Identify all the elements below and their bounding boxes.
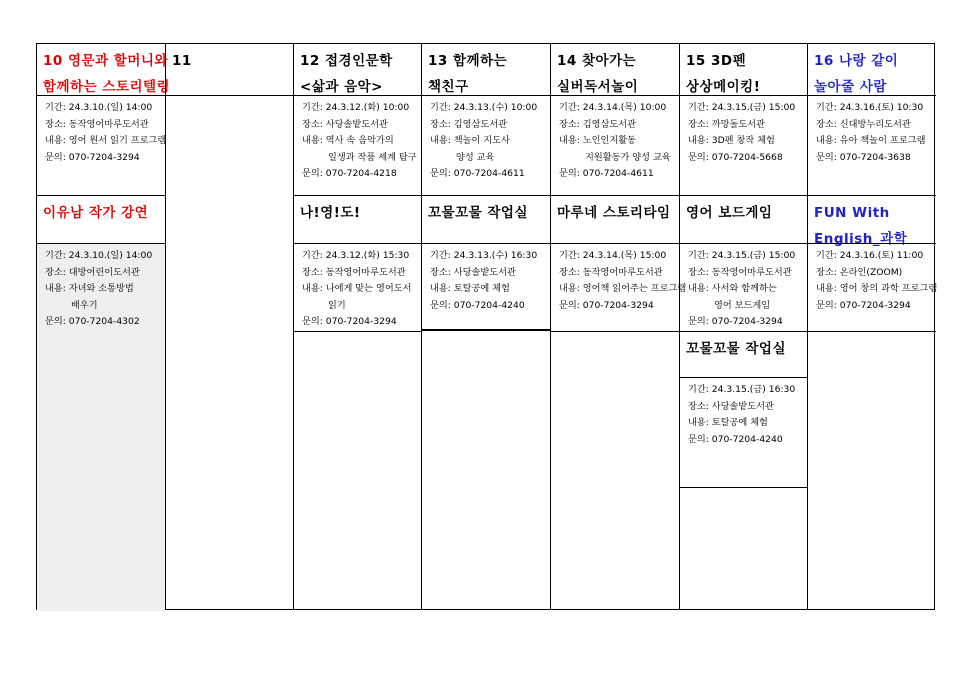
event-details xyxy=(551,244,687,332)
detail-line: 내용: 영어책 읽어주는 프로그램 xyxy=(559,283,687,294)
detail-line: 영어 보드게임 xyxy=(714,299,771,311)
row-divider xyxy=(422,330,550,331)
event-title-cell xyxy=(294,196,421,244)
event-title-cell xyxy=(422,44,550,96)
detail-line: 기간: 24.3.10.(일) 14:00 xyxy=(45,250,153,261)
detail-line: 장소: 까망돌도서관 xyxy=(688,118,766,130)
detail-line: 내용: 3D펜 창작 체험 xyxy=(688,135,775,146)
event-title: 13 함께하는 xyxy=(428,53,508,69)
event-title: FUN With xyxy=(814,205,890,221)
event-title: English_과학 xyxy=(814,231,908,247)
event-title-cell xyxy=(808,44,936,96)
event-title-cell xyxy=(680,332,807,378)
event-details xyxy=(551,96,679,196)
detail-line: 읽기 xyxy=(328,299,346,311)
event-title: 15 3D펜 xyxy=(686,53,747,69)
event-title-cell xyxy=(680,44,807,96)
event-details xyxy=(294,244,421,332)
detail-line: 문의: 070-7204-4218 xyxy=(302,168,397,179)
detail-line: 기간: 24.3.15.(금) 16:30 xyxy=(688,384,796,395)
event-details xyxy=(37,244,165,611)
detail-line: 장소: 김영삼도서관 xyxy=(559,118,637,130)
event-title-cell xyxy=(680,196,807,244)
event-title-cell xyxy=(166,44,293,96)
event-title: 12 접경인문학 xyxy=(300,53,393,69)
event-title: 꼬물꼬물 작업실 xyxy=(428,205,528,221)
detail-line: 내용: 자녀와 소통방법 xyxy=(45,283,134,294)
event-title: 책친구 xyxy=(428,79,469,95)
event-title: 놀아줄 사람 xyxy=(814,79,887,95)
event-title: 꼬물꼬물 작업실 xyxy=(686,341,786,357)
detail-line: 장소: 사당솔밭도서관 xyxy=(302,118,388,130)
detail-line: 장소: 사당솔밭도서관 xyxy=(430,266,516,278)
event-title-cell xyxy=(422,196,550,244)
event-title: 실버독서놀이 xyxy=(557,79,639,95)
detail-line: 문의: 070-7204-3294 xyxy=(688,316,783,327)
detail-line: 장소: 동작영어마루도서관 xyxy=(559,266,663,278)
event-title-cell xyxy=(37,44,171,96)
detail-line: 문의: 070-7204-4240 xyxy=(688,433,783,445)
event-title-cell xyxy=(808,196,936,247)
detail-line: 내용: 사서와 함께하는 xyxy=(688,283,777,294)
event-details xyxy=(294,96,421,196)
detail-line: 문의: 070-7204-4302 xyxy=(45,316,140,327)
detail-line: 장소: 김영삼도서관 xyxy=(430,118,508,130)
detail-line: 내용: 토탈공예 체험 xyxy=(688,417,768,428)
detail-line: 장소: 대방어린이도서관 xyxy=(45,266,140,278)
detail-line: 장소: 동작영어마루도서관 xyxy=(45,118,149,130)
detail-line: 기간: 24.3.10.(일) 14:00 xyxy=(45,102,153,113)
detail-line: 내용: 노인인지활동 xyxy=(559,135,637,146)
detail-line: 배우기 xyxy=(71,299,98,311)
detail-line: 문의: 070-7204-4240 xyxy=(430,299,525,311)
detail-line: 기간: 24.3.12.(화) 10:00 xyxy=(302,102,410,113)
event-title: 14 찾아가는 xyxy=(557,53,637,69)
detail-line: 내용: 유아 책놀이 프로그램 xyxy=(816,135,926,146)
event-title: 이유남 작가 강연 xyxy=(43,205,149,221)
detail-line: 내용: 나에게 맞는 영어도서 xyxy=(302,283,412,294)
detail-line: 장소: 신대방누리도서관 xyxy=(816,118,911,130)
event-details xyxy=(422,96,550,196)
event-details xyxy=(808,96,936,196)
event-title: 상상메이킹! xyxy=(686,79,761,95)
event-details xyxy=(680,96,807,196)
day-column-3 xyxy=(421,44,550,609)
detail-line: 기간: 24.3.15.(금) 15:00 xyxy=(688,102,796,113)
detail-line: 기간: 24.3.13.(수) 10:00 xyxy=(430,102,538,113)
detail-line: 일생과 작품 세계 탐구 xyxy=(328,151,417,163)
detail-line: 문의: 070-7204-3638 xyxy=(816,151,911,163)
event-title: 11 xyxy=(172,53,192,69)
detail-line: 문의: 070-7204-3294 xyxy=(816,299,911,311)
day-column-6 xyxy=(807,44,936,609)
detail-line: 장소: 온라인(ZOOM) xyxy=(816,266,903,278)
event-title-cell xyxy=(551,196,679,244)
event-title-cell xyxy=(551,44,679,96)
day-column-2 xyxy=(293,44,421,609)
detail-line: 기간: 24.3.15.(금) 15:00 xyxy=(688,250,796,261)
event-details xyxy=(680,244,807,332)
detail-line: 내용: 영어 창의 과학 프로그램 xyxy=(816,283,938,294)
event-title: 10 영문과 할머니와 xyxy=(43,53,168,69)
detail-line: 문의: 070-7204-3294 xyxy=(302,316,397,327)
detail-line: 내용: 책놀이 지도사 xyxy=(430,135,510,146)
detail-line: 문의: 070-7204-4611 xyxy=(559,168,654,179)
event-title: 마루네 스토리타임 xyxy=(557,205,671,221)
event-details xyxy=(422,244,550,330)
detail-line: 장소: 동작영어마루도서관 xyxy=(302,266,406,278)
day-column-4 xyxy=(550,44,687,609)
detail-line: 지원활동가 양성 교육 xyxy=(585,151,671,163)
detail-line: 기간: 24.3.12.(화) 15:30 xyxy=(302,250,410,261)
detail-line: 내용: 역사 속 음악가의 xyxy=(302,135,394,146)
event-title: 함께하는 스토리텔링 xyxy=(43,79,171,95)
day-column-5 xyxy=(679,44,807,609)
event-title-cell xyxy=(37,196,165,244)
detail-line: 기간: 24.3.14.(목) 10:00 xyxy=(559,102,667,113)
event-details xyxy=(680,378,807,488)
day-column-0 xyxy=(37,44,171,609)
event-details xyxy=(808,244,936,332)
event-title: 영어 보드게임 xyxy=(686,205,773,221)
event-details xyxy=(37,96,165,196)
detail-line: 문의: 070-7204-3294 xyxy=(559,299,654,311)
event-title-cell xyxy=(294,44,421,96)
event-title: 16 나랑 같이 xyxy=(814,53,899,69)
detail-line: 내용: 토탈공예 체험 xyxy=(430,283,510,294)
detail-line: 장소: 동작영어마루도서관 xyxy=(688,266,792,278)
detail-line: 내용: 영어 원서 읽기 프로그램 xyxy=(45,135,167,146)
detail-line: 문의: 070-7204-5668 xyxy=(688,151,783,163)
detail-line: 기간: 24.3.14.(목) 15:00 xyxy=(559,250,667,261)
detail-line: 기간: 24.3.16.(토) 10:30 xyxy=(816,102,924,113)
event-title: <삶과 음악> xyxy=(300,79,383,95)
detail-line: 기간: 24.3.16.(토) 11:00 xyxy=(816,250,924,261)
detail-line: 문의: 070-7204-3294 xyxy=(45,151,140,163)
detail-line: 장소: 사당솔밭도서관 xyxy=(688,400,774,412)
calendar-table xyxy=(36,43,938,610)
detail-line: 기간: 24.3.13.(수) 16:30 xyxy=(430,250,538,261)
detail-line: 문의: 070-7204-4611 xyxy=(430,168,525,179)
day-column-1 xyxy=(165,44,293,609)
detail-line: 양성 교육 xyxy=(456,151,495,163)
event-title: 나!영!도! xyxy=(300,205,361,221)
